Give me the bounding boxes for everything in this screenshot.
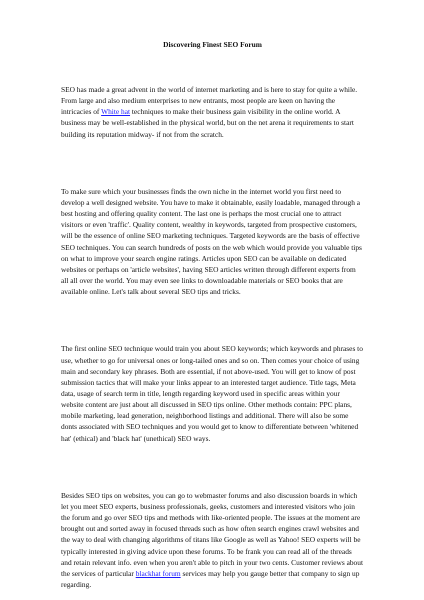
paragraph-3: The first online SEO technique would train you about SEO keywords; which keywords and phrases to use, whether to go for universal ones or long-tailed ones and so on. Then comes your choice of using main and secondary key phrases. Both are essential, if not above-used. You will get to know of post submission tactics that will make your links appear to an interested target audience. Title tags, Meta data, usage of search term in title, length regarding keyword used in specific areas within your website content are just about all discussed in SEO tips online. Other methods contain: PPC plans, mobile marketing, lead generation, neighborhood listings and additional. There will also be some donts associated with SEO techniques and you would get to know to differentiate between 'whitened hat' (ethical) and 'black hat' (unethical) SEO ways.: [61, 344, 363, 443]
paragraph-4-text-after: services may help you gauge better that company to sign up regarding.: [61, 568, 360, 589]
paragraph-4: [61, 490, 364, 590]
paragraph-1-text-before: SEO has made a great advent in the world of internet marketing and is here to stay for quite a while. From large and also medium enterprises to new entrants, most people are keen on having the intricacies of: [61, 85, 358, 117]
paragraph-1-text-after: techniques to make their business gain visibility in the online world. A business may be well-established in the physical world, but on the net arena it requirements to start building its reputation midway- if not from the scratch.: [61, 107, 354, 139]
document-title: Discovering Finest SEO Forum: [163, 40, 262, 49]
paragraph-4-text-before: Besides SEO tips on websites, you can go to webmaster forums and also discussion boards in which let you meet SEO experts, business professionals, geeks, customers and interested visitors who join the forum and go over SEO tips and methods with like-oriented people. The issues at the moment are brought out and sorted away in focused threads such as how often search engines crawl websites and the way to deal with changing algorithms of titans like Google as well as Yahoo! SEO experts will be typically interested in giving advice upon these forums. To be frank you can read all of the threads and retain relevant info. even when you aren't able to pitch in your two cents. Customer reviews about the services of particular: [61, 490, 363, 578]
white-hat-link[interactable]: White hat: [101, 107, 131, 117]
blackhat-forum-link[interactable]: blackhat forum: [135, 568, 181, 578]
paragraph-2: To make sure which your businesses finds the own niche in the internet world you first need to develop a well designed website. You have to make it obtainable, easily loadable, managed through a best hosting and offering quality content. The last one is perhaps the most crucial one to attract visitors or even 'traffic'. Quality content, wealthy in keywords, targeted from prospective customers, will be the essence of online SEO marketing techniques. Targeted keywords are the basis of effective SEO techniques. You can search hundreds of posts on the web which would provide you valuable tips on what to improve your search engine ratings. Articles upon SEO can be available on dedicated websites or perhaps on 'article websites', having SEO articles written through different experts from all all over the world. You may even see links to downloadable materials or SEO books that are available online. Let's talk about several SEO tips and tricks.: [61, 186, 362, 297]
paragraph-1: [61, 84, 364, 140]
